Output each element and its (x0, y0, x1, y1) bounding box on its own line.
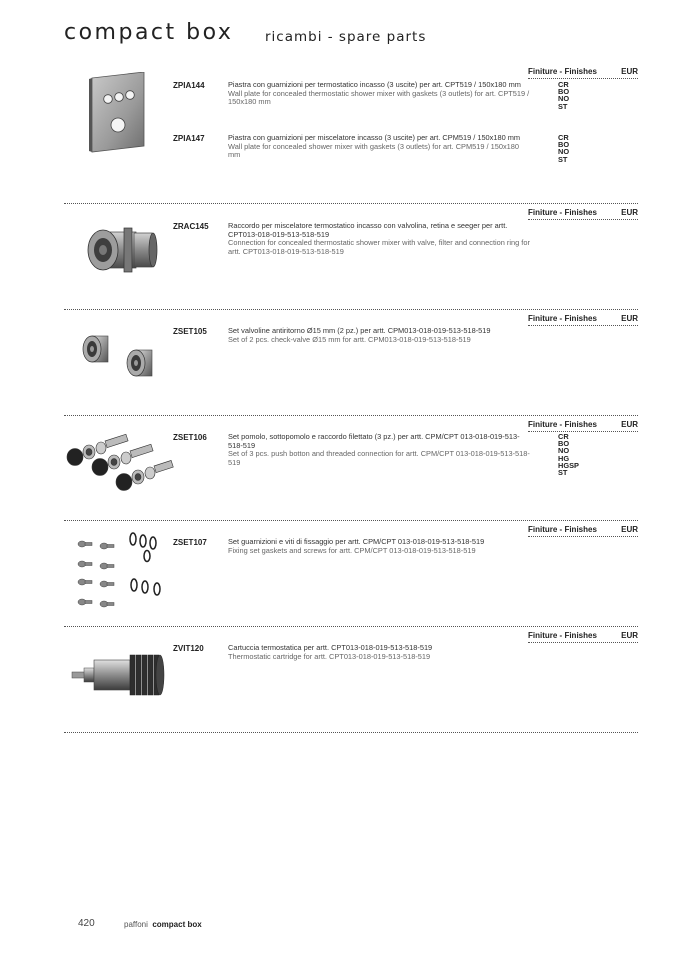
finish-code: BO (558, 87, 570, 97)
finish-code: NO (558, 94, 570, 104)
finishes-label: Finiture - Finishes (528, 314, 597, 323)
description-italian: Raccordo per miscelatore termostatico incasso con valvolina, retina e seeger per artt. CPT013-018-019-513-518-519 (228, 221, 508, 239)
finish-code: CR (558, 80, 569, 89)
finish-code: NO (558, 147, 570, 157)
finishes-label: Finiture - Finishes (528, 631, 597, 640)
section-divider (64, 732, 638, 733)
finish-code: BO (558, 439, 570, 449)
finish-code: NO (558, 446, 570, 456)
wall-plate-image (88, 72, 148, 154)
description-english: Wall plate for concealed shower mixer with gaskets (3 outlets) for art. CPM519 / 150x180 mm (228, 141, 519, 160)
check-valve-image (80, 332, 160, 380)
finish-code: HG (558, 453, 570, 463)
finishes-label: Finiture - Finishes (528, 525, 597, 534)
thermostatic-cartridge-image (70, 650, 170, 700)
description-english: Connection for concealed thermostatic shower mixer with valve, filter and connection ring for artt. CPT013-018-019-513-518-519 (228, 238, 530, 256)
product-code: ZSET105 (173, 327, 207, 336)
product-code: ZSET106 (173, 433, 207, 442)
currency-label: EUR (621, 67, 638, 76)
currency-label: EUR (621, 314, 638, 323)
finishes-label: Finiture - Finishes (528, 67, 597, 76)
collection-name: compact box (152, 920, 202, 929)
description-italian: Set pomolo, sottopomolo e raccordo filettato (3 pz.) per artt. CPM/CPT 013-018-019-513-518-519 (228, 432, 520, 450)
section-divider (64, 309, 638, 310)
finishes-list (558, 433, 579, 476)
product-code: ZPIA144 (173, 81, 205, 90)
page-number: 420 (78, 918, 95, 929)
finishes-list (558, 81, 569, 110)
description-english: Wall plate for concealed thermostatic shower mixer with gaskets (3 outlets) for art. CPT519 / 150x180 mm (228, 88, 530, 107)
product-code: ZPIA147 (173, 134, 205, 143)
section-divider (64, 520, 638, 521)
product-description (228, 134, 532, 160)
connection-fitting-image (84, 222, 160, 278)
description-english: Fixing set gaskets and screws for artt. CPM/CPT 013-018-019-513-518-519 (228, 545, 476, 555)
finish-code: ST (558, 154, 568, 164)
product-description (228, 433, 532, 467)
product-description (228, 327, 532, 344)
product-code: ZVIT120 (173, 644, 204, 653)
section-divider (64, 626, 638, 627)
description-english: Set of 3 pcs. push botton and threaded connection for artt. CPM/CPT 013-018-019-513-518-519 (228, 449, 530, 467)
description-italian: Piastra con guarnizioni per miscelatore incasso (3 uscite) per art. CPM519 / 150x180 mm (228, 133, 521, 142)
finish-code: BO (558, 140, 570, 150)
page-title: compact box (64, 20, 234, 45)
description-italian: Set guarnizioni e viti di fissaggio per artt. CPM/CPT 013-018-019-513-518-519 (228, 537, 485, 546)
currency-label: EUR (621, 208, 638, 217)
finish-code: ST (558, 468, 568, 478)
finish-code: CR (558, 432, 569, 441)
finish-code: HGSP (558, 460, 579, 470)
description-english: Set of 2 pcs. check-valve Ø15 mm for artt. CPM013-018-019-513-518-519 (228, 334, 471, 344)
product-description (228, 222, 532, 256)
finish-code: CR (558, 133, 569, 142)
description-italian: Set valvoline antiritorno Ø15 mm (2 pz.) per artt. CPM013-018-019-513-518-519 (228, 326, 491, 335)
currency-label: EUR (621, 420, 638, 429)
product-description (228, 81, 532, 107)
product-code: ZRAC145 (173, 222, 209, 231)
finishes-list (558, 134, 569, 163)
description-italian: Piastra con guarnizioni per termostatico incasso (3 uscite) per art. CPT519 / 150x180 mm (228, 80, 521, 89)
product-description (228, 538, 532, 555)
brand-name: paffoni (124, 920, 148, 929)
finish-code: ST (558, 101, 568, 111)
description-italian: Cartuccia termostatica per artt. CPT013-018-019-513-518-519 (228, 643, 433, 652)
push-button-set-image (64, 430, 174, 496)
currency-label: EUR (621, 525, 638, 534)
currency-label: EUR (621, 631, 638, 640)
gaskets-screws-image (74, 530, 168, 612)
page-subtitle: ricambi - spare parts (265, 29, 427, 45)
footer-brand (124, 920, 202, 929)
section-divider (64, 415, 638, 416)
section-divider (64, 203, 638, 204)
description-english: Thermostatic cartridge for artt. CPT013-018-019-513-518-519 (228, 651, 431, 661)
finishes-label: Finiture - Finishes (528, 208, 597, 217)
finishes-label: Finiture - Finishes (528, 420, 597, 429)
product-description (228, 644, 532, 661)
product-code: ZSET107 (173, 538, 207, 547)
